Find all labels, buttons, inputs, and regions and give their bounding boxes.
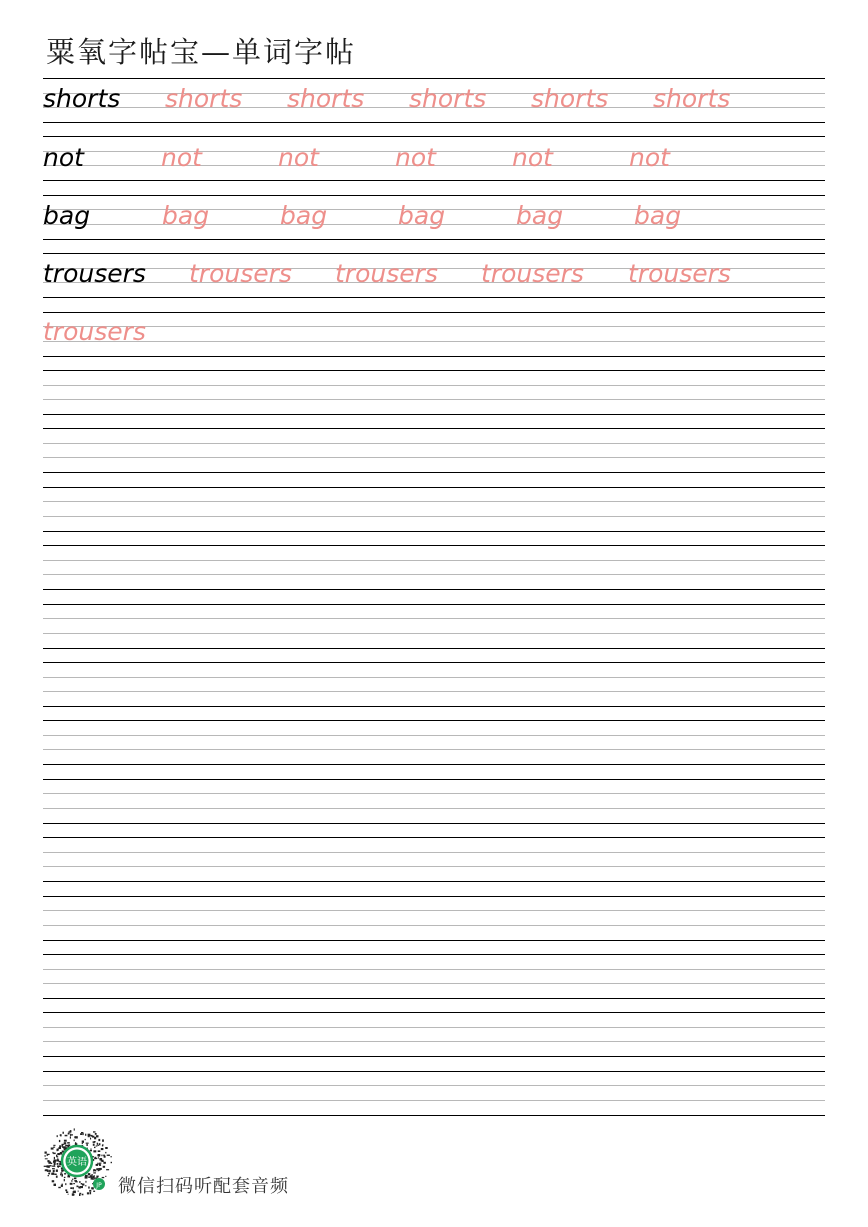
trace-word: shorts	[653, 84, 731, 113]
ruled-line	[43, 501, 825, 502]
trace-word: shorts	[165, 84, 243, 113]
qr-corner-label: JP	[96, 1182, 102, 1189]
ruled-line	[43, 545, 825, 546]
qr-badge-label: 英语	[67, 1157, 87, 1168]
trace-word: not	[161, 143, 202, 172]
model-word: trousers	[43, 259, 146, 288]
ruled-line	[43, 998, 825, 999]
ruled-line	[43, 560, 825, 561]
ruled-line	[43, 239, 825, 240]
trace-word: bag	[634, 201, 682, 230]
ruled-line	[43, 1100, 825, 1101]
ruled-line	[43, 910, 825, 911]
ruled-line	[43, 1056, 825, 1057]
ruled-line	[43, 837, 825, 838]
ruled-line	[43, 954, 825, 955]
ruled-line	[43, 443, 825, 444]
trace-word: trousers	[481, 259, 584, 288]
ruled-line	[43, 618, 825, 619]
audio-caption: 微信扫码听配套音频	[118, 1176, 289, 1197]
ruled-line	[43, 896, 825, 897]
trace-word: trousers	[335, 259, 438, 288]
trace-word: shorts	[409, 84, 487, 113]
ruled-line	[43, 356, 825, 357]
ruled-line	[43, 808, 825, 809]
trace-word: bag	[516, 201, 564, 230]
ruled-line	[43, 677, 825, 678]
ruled-line	[43, 428, 825, 429]
ruled-line	[43, 852, 825, 853]
ruled-line	[43, 1115, 825, 1116]
ruled-line	[43, 1041, 825, 1042]
trace-word: bag	[162, 201, 210, 230]
ruled-line	[43, 472, 825, 473]
ruled-line	[43, 136, 825, 137]
ruled-line	[43, 399, 825, 400]
ruled-line	[43, 662, 825, 663]
trace-word: bag	[398, 201, 446, 230]
ruled-line	[43, 1027, 825, 1028]
trace-word: not	[395, 143, 436, 172]
trace-word: not	[512, 143, 553, 172]
ruled-line	[43, 574, 825, 575]
ruled-line	[43, 341, 825, 342]
ruled-line	[43, 793, 825, 794]
ruled-line	[43, 866, 825, 867]
model-word: not	[43, 143, 84, 172]
ruled-line	[43, 604, 825, 605]
ruled-line	[43, 457, 825, 458]
ruled-line	[43, 925, 825, 926]
ruled-line	[43, 589, 825, 590]
ruled-line	[43, 385, 825, 386]
ruled-line	[43, 720, 825, 721]
ruled-line	[43, 735, 825, 736]
ruled-line	[43, 764, 825, 765]
model-word: shorts	[43, 84, 121, 113]
ruled-line	[43, 749, 825, 750]
ruled-line	[43, 779, 825, 780]
ruled-line	[43, 180, 825, 181]
ruled-line	[43, 648, 825, 649]
trace-word: trousers	[628, 259, 731, 288]
ruled-line	[43, 706, 825, 707]
ruled-line	[43, 823, 825, 824]
trace-word: trousers	[43, 317, 146, 346]
ruled-line	[43, 370, 825, 371]
ruled-line	[43, 633, 825, 634]
ruled-line	[43, 78, 825, 79]
ruled-line	[43, 969, 825, 970]
ruled-line	[43, 414, 825, 415]
ruled-line	[43, 122, 825, 123]
ruled-line	[43, 487, 825, 488]
trace-word: not	[629, 143, 670, 172]
page-title: 粟氧字帖宝—单词字帖	[46, 35, 357, 69]
ruled-line	[43, 983, 825, 984]
trace-word: trousers	[189, 259, 292, 288]
ruled-line	[43, 516, 825, 517]
ruled-line	[43, 881, 825, 882]
trace-word: not	[278, 143, 319, 172]
ruled-line	[43, 312, 825, 313]
ruled-line	[43, 297, 825, 298]
ruled-line	[43, 940, 825, 941]
model-word: bag	[43, 201, 91, 230]
ruled-line	[43, 1071, 825, 1072]
qr-code-icon[interactable]	[42, 1126, 112, 1196]
ruled-line	[43, 195, 825, 196]
ruled-line	[43, 691, 825, 692]
ruled-line	[43, 531, 825, 532]
trace-word: bag	[280, 201, 328, 230]
ruled-line	[43, 1085, 825, 1086]
trace-word: shorts	[531, 84, 609, 113]
trace-word: shorts	[287, 84, 365, 113]
ruled-line	[43, 253, 825, 254]
ruled-line	[43, 1012, 825, 1013]
ruled-line	[43, 326, 825, 327]
